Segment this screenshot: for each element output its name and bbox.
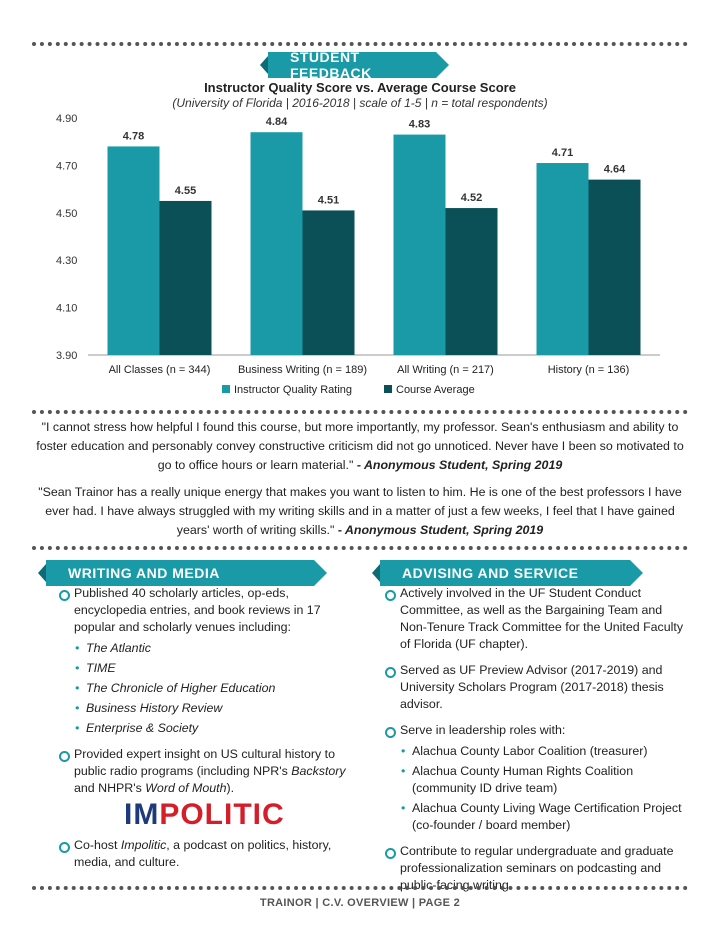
category-label: Business Writing (n = 189) <box>237 364 368 376</box>
bar <box>160 201 212 355</box>
category-label: History (n = 136) <box>547 364 630 376</box>
category-label: All Writing (n = 217) <box>397 364 494 376</box>
venue-item: • TIME <box>74 660 358 677</box>
quote-2: "Sean Trainor has a really unique energy that makes you want to listen to him. He is one of the best professors I have ever had. I have always struggled with my writing skills and in a matter of just a few weeks, I feel that I have gained years' worth of writing skills." - Anonymous Student, Spring 2019 <box>38 485 682 537</box>
banner-label: STUDENT FEEDBACK <box>290 49 372 81</box>
writing-media-banner <box>46 560 314 586</box>
chart-title: Instructor Quality Score vs. Average Course Score <box>204 80 516 95</box>
list-item: Actively involved in the UF Student Conduct Committee, as well as the Bargaining Team and Non-Tenure Track Committee for the United Faculty of Florida (UF chapter). <box>384 585 684 653</box>
bar <box>446 208 498 355</box>
y-tick-label: 4.90 <box>56 113 78 125</box>
divider-top <box>32 42 688 46</box>
data-label: 4.55 <box>174 184 197 197</box>
student-feedback-banner <box>268 49 436 81</box>
data-label: 4.52 <box>460 192 483 205</box>
y-tick-label: 4.30 <box>56 255 78 268</box>
data-label: 4.51 <box>317 194 340 207</box>
role-item: • Alachua County Living Wage Certification Project (co-founder / board member) <box>400 800 684 834</box>
data-label: 4.84 <box>265 116 288 129</box>
legend-swatch <box>222 385 230 393</box>
page-footer: TRAINOR | C.V. OVERVIEW | PAGE 2 <box>259 897 461 909</box>
venue-item: • The Chronicle of Higher Education <box>74 680 358 697</box>
list-item: Served as UF Preview Advisor (2017-2019) and University Scholars Program (2017-2018) thesis advisor. <box>384 662 684 713</box>
role-item: • Alachua County Labor Coalition (treasurer) <box>400 743 684 760</box>
y-tick-label: 4.50 <box>56 207 78 220</box>
data-label: 4.83 <box>408 118 431 131</box>
writing-media-column <box>58 585 358 880</box>
student-quotes <box>36 418 684 548</box>
divider-quotes-bottom <box>32 546 688 550</box>
data-label: 4.78 <box>122 130 145 143</box>
bar <box>303 210 355 355</box>
venue-list <box>74 640 358 737</box>
bar <box>394 135 446 355</box>
divider-quotes-top <box>32 410 688 414</box>
list-item: Provided expert insight on US cultural history to public radio programs (including NPR's Backstory and NHPR's Word of Mouth). <box>58 746 358 797</box>
bar <box>537 163 589 355</box>
list-item: Published 40 scholarly articles, op-eds, encyclopedia entries, and book reviews in 17 popular and scholarly venues including: • The Atlantic • TIME • The Chronicle of Higher Education • Business History Review • Enterprise & Society <box>58 585 358 737</box>
legend-swatch <box>384 385 392 393</box>
advising-service-banner <box>380 560 630 586</box>
legend-label: Instructor Quality Rating <box>234 384 352 396</box>
banner-label: ADVISING AND SERVICE <box>402 565 579 581</box>
divider-footer <box>32 886 688 890</box>
y-tick-label: 3.90 <box>56 350 78 362</box>
bar-chart <box>0 110 720 410</box>
banner-label: WRITING AND MEDIA <box>68 565 220 581</box>
advising-service-column <box>384 585 684 903</box>
quote-1: "I cannot stress how helpful I found this course, but more importantly, my professor. Sean's enthusiasm and ability to foster education and personably convey constructive criticism did not go unnoticed. Never have I been so motivated to go to office hours or learn material." - Anonymous Student, Spring 2019 <box>36 420 684 472</box>
data-label: 4.64 <box>603 163 626 176</box>
chart-subtitle: (University of Florida | 2016-2018 | scale of 1-5 | n = total respondents) <box>172 96 548 110</box>
list-item: Contribute to regular undergraduate and graduate professionalization seminars on podcasting and public-facing writing. <box>384 843 684 894</box>
y-tick-label: 4.10 <box>56 302 78 315</box>
impolitic-logo: IM POLITIC <box>124 798 285 831</box>
category-label: All Classes (n = 344) <box>108 364 211 376</box>
venue-item: • Business History Review <box>74 700 358 717</box>
role-item: • Alachua County Human Rights Coalition (community ID drive team) <box>400 763 684 797</box>
quote-attribution: - Anonymous Student, Spring 2019 <box>356 458 563 472</box>
bar <box>108 146 160 355</box>
bar <box>251 132 303 355</box>
y-tick-label: 4.70 <box>56 160 78 173</box>
list-item: Co-host Impolitic, a podcast on politics, history, media, and culture. <box>58 837 358 871</box>
bar <box>589 180 641 355</box>
venue-item: • The Atlantic <box>74 640 358 657</box>
quote-attribution: - Anonymous Student, Spring 2019 <box>337 523 544 537</box>
data-label: 4.71 <box>551 147 574 160</box>
roles-list <box>400 743 684 834</box>
list-item: Serve in leadership roles with: • Alachua County Labor Coalition (treasurer) • Alachua County Human Rights Coalition (community ID drive team) • Alachua County Living Wage Certification Project (co-founder / board member) <box>384 722 684 834</box>
legend-label: Course Average <box>396 384 475 396</box>
venue-item: • Enterprise & Society <box>74 720 358 737</box>
